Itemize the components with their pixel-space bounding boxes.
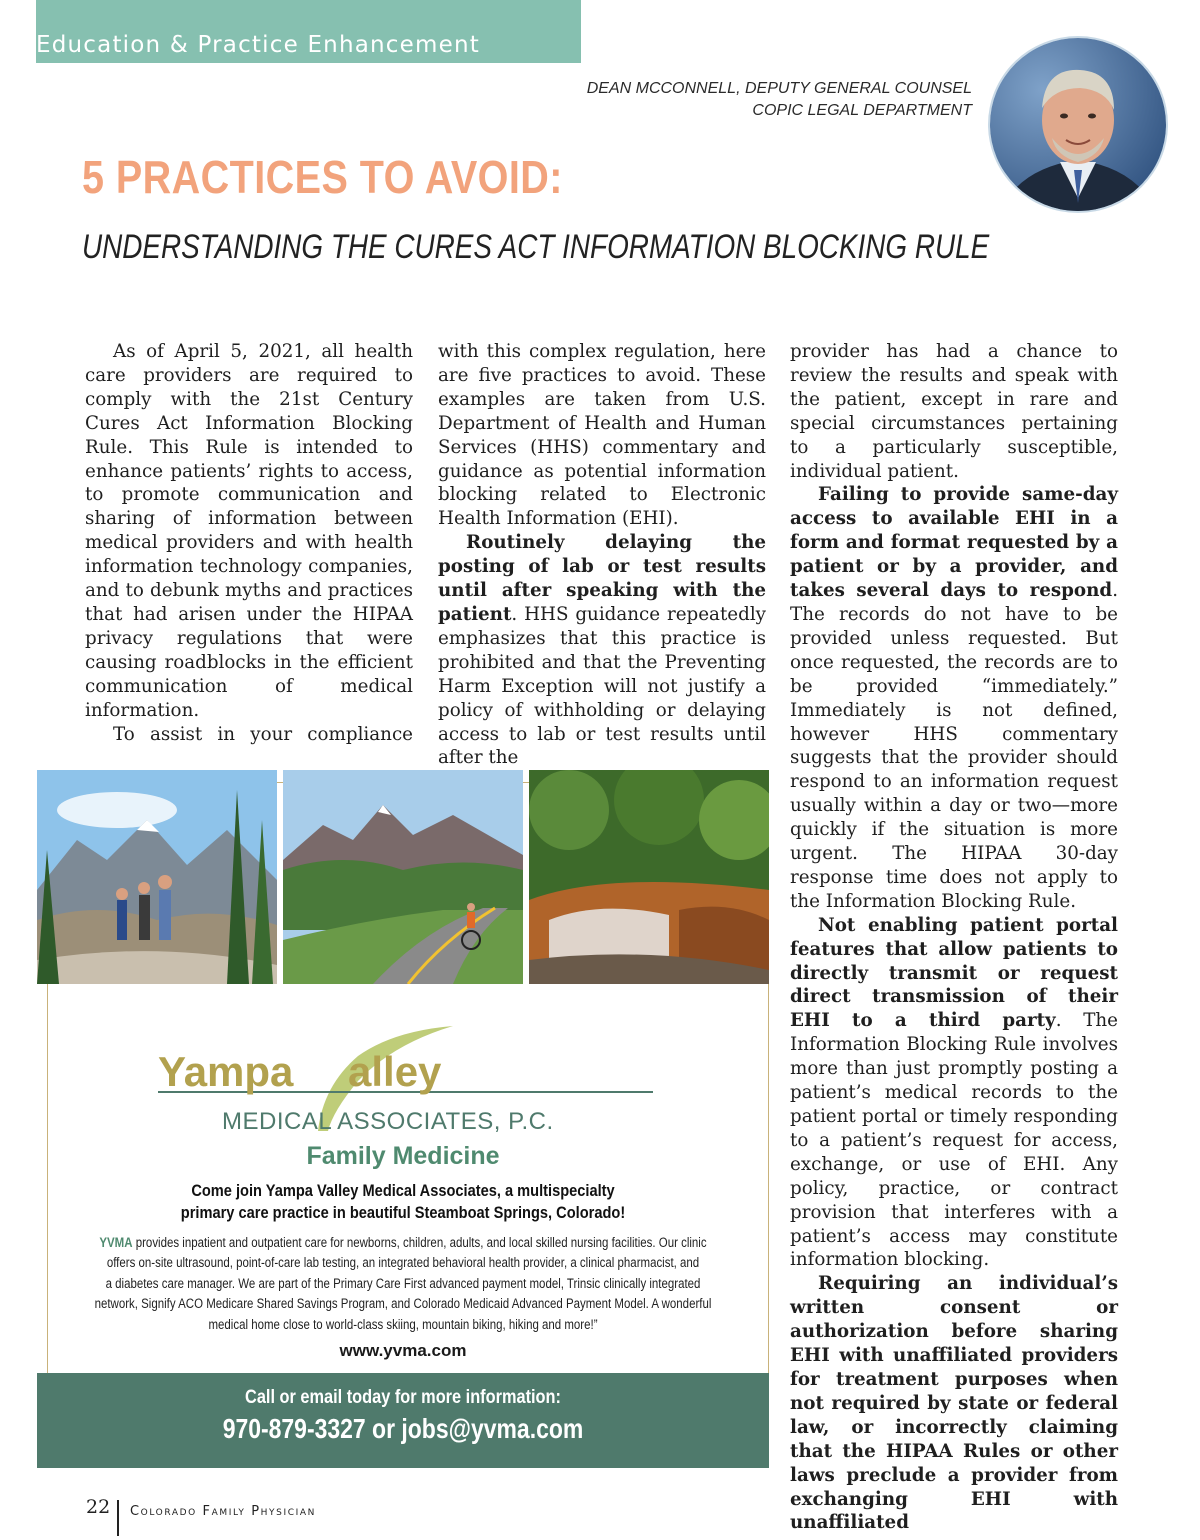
section-banner	[36, 0, 581, 63]
paragraph-text: . HHS guidance repeatedly emphasizes that this practice is prohibited and that the Preventing Harm Exception will not justify a policy of withholding or delaying access to lab or test results until after the	[438, 603, 766, 769]
paragraph	[790, 483, 1118, 913]
logo-subtitle: MEDICAL ASSOCIATES, P.C.	[222, 1108, 554, 1135]
advertisement	[37, 770, 769, 1468]
paragraph	[438, 531, 766, 770]
ad-headline-line-2: primary care practice in beautiful Steamboat Springs, Colorado!	[180, 1203, 626, 1222]
magazine-name: Colorado Family Physician	[130, 1504, 316, 1519]
article-title: 5 PRACTICES TO AVOID:	[82, 151, 563, 203]
article-column-3	[790, 340, 1118, 1535]
practice-heading: Requiring an individual’s written consent or authorization before sharing EHI with unaffiliated providers for treatment purposes when not required by state or federal law, or incorrectly claiming that the HIPAA Rules or other laws preclude a provider from exchanging EHI with unaffiliated	[790, 1273, 1118, 1534]
road-photo	[283, 770, 523, 984]
practice-heading: Failing to provide same-day access to available EHI in a form and format requested by a patient or by a provider, and takes several days to respond	[790, 484, 1118, 602]
hikers-photo	[37, 770, 277, 984]
ad-website[interactable]: www.yvma.com	[339, 1341, 467, 1360]
author-name: DEAN MCCONNELL, DEPUTY GENERAL COUNSEL	[586, 80, 972, 97]
paragraph: To assist in your compliance	[113, 723, 413, 745]
article-column-1	[85, 340, 413, 746]
waterfall-photo	[529, 770, 769, 984]
footer-divider	[117, 1500, 119, 1536]
paragraph: with this complex regulation, here are five practices to avoid. These examples are taken from U.S. Department of Health and Human Services (HHS) commentary and guidance as potential information blocking related to Electronic Health Information (EHI).	[438, 341, 766, 530]
paragraph: provider has had a chance to review the results and speak with the patient, except in rare and special circumstances pertaining to a particularly susceptible, individual patient.	[790, 341, 1118, 482]
ad-body-line: a diabetes care manager. We are part of the Primary Care First advanced payment model, Trinsic clinically integrated	[105, 1275, 701, 1291]
ad-headline-line-1: Come join Yampa Valley Medical Associates, a multispecialty	[191, 1181, 615, 1200]
ad-body-line: offers on-site ultrasound, point-of-care lab testing, an integrated behavioral health provider, a clinical pharmacist, and	[106, 1255, 700, 1271]
logo-word-valley: alley	[348, 1048, 442, 1095]
ad-body-lead: YVMA	[99, 1235, 133, 1250]
ad-cta: Call or email today for more information:	[245, 1387, 561, 1408]
author-photo	[988, 36, 1168, 213]
logo-word-yampa: Yampa	[158, 1048, 294, 1095]
practice-heading: Not enabling patient portal features that allow patients to directly transmit or request direct transmission of their EHI to a third party	[790, 914, 1118, 1032]
page-number: 22	[86, 1496, 111, 1518]
paragraph	[790, 1272, 1118, 1535]
author-department: COPIC LEGAL DEPARTMENT	[752, 102, 972, 119]
paragraph: As of April 5, 2021, all health care providers are required to comply with the 21st Century Cures Act Information Blocking Rule. This Rule is intended to enhance patients’ rights to access, to promote communication and sharing of information between medical providers and with health information technology companies, and to debunk myths and practices that had arisen under the HIPAA privacy regulations that were causing roadblocks in the efficient communication of medical information.	[85, 341, 413, 721]
ad-specialty: Family Medicine	[306, 1142, 500, 1170]
ad-body	[92, 1233, 714, 1335]
paragraph-text: . The records do not have to be provided unless requested. But once requested, the records are to be provided “immediately.” Immediately is not defined, however HHS commentary suggests that the provider should respond to an information request usually within a day or two—more quickly if the situation is more urgent. The HIPAA 30-day response time does not apply to the Information Blocking Rule.	[790, 580, 1118, 912]
article-subtitle: UNDERSTANDING THE CURES ACT INFORMATION BLOCKING RULE	[82, 228, 990, 266]
ad-contact-band	[37, 1373, 769, 1468]
practice-heading: Routinely delaying the posting of lab or test results until after speaking with the patient	[438, 532, 766, 625]
byline	[587, 78, 972, 122]
ad-body-line: medical home close to world-class skiing, mountain biking, hiking and more!”	[208, 1316, 598, 1332]
ad-photo-strip	[37, 770, 769, 984]
ad-contact[interactable]: 970-879-3327 or jobs@yvma.com	[222, 1413, 584, 1444]
ad-body-line: network, Signify ACO Medicare Shared Savings Program, and Colorado Medicaid Advanced Payment Model. A wonderful	[94, 1296, 712, 1312]
paragraph-text: . The Information Blocking Rule involves more than just promptly posting a patient’s medical records to the patient portal or timely responding to a patient’s request for access, exchange, or use of EHI. Any policy, practice, or contract provision that interferes with a patient’s access may constitute information blocking.	[790, 1010, 1118, 1271]
article-column-2	[438, 340, 766, 770]
paragraph	[790, 914, 1118, 1273]
ad-body-line: provides inpatient and outpatient care for newborns, children, adults, and local skilled nursing facilities. Our clinic	[132, 1235, 707, 1250]
section-label: Education & Practice Enhancement	[36, 32, 480, 58]
ad-headline	[88, 1180, 718, 1224]
